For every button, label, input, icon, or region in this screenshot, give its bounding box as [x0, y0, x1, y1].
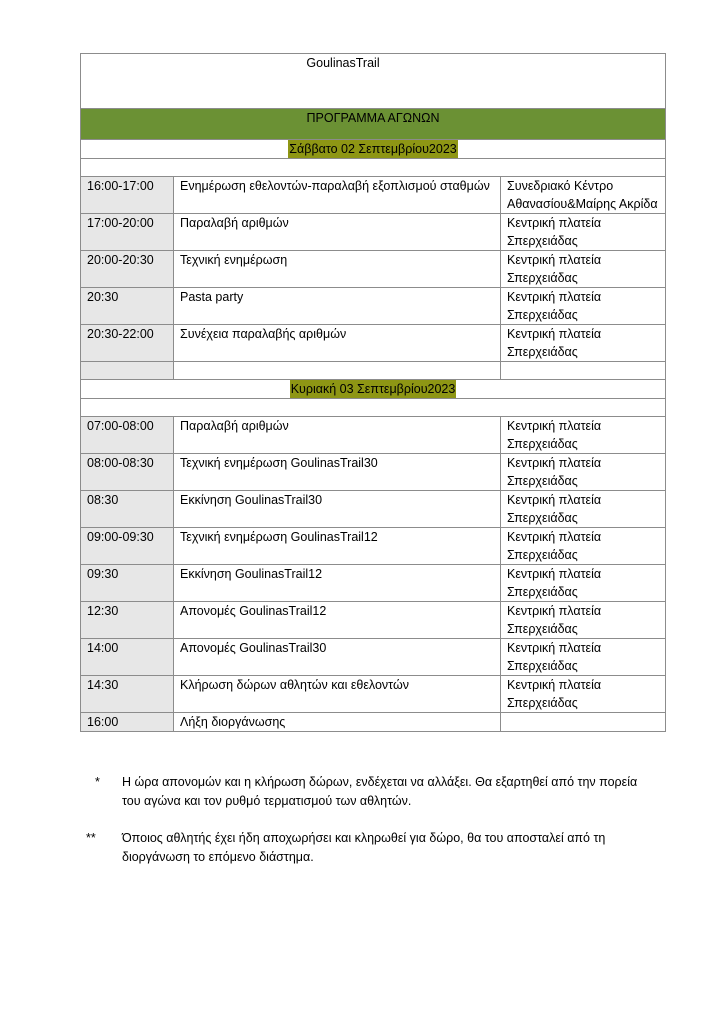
place-cell: Κεντρική πλατεία Σπερχειάδας — [501, 528, 666, 565]
schedule-document — [80, 53, 665, 732]
place-cell: Κεντρική πλατεία Σπερχειάδας — [501, 325, 666, 362]
table-row — [81, 454, 666, 491]
schedule-table — [80, 53, 666, 732]
table-row — [81, 214, 666, 251]
place-cell: Κεντρική πλατεία Σπερχειάδας — [501, 565, 666, 602]
table-row — [81, 251, 666, 288]
table-row — [81, 288, 666, 325]
time-cell: 20:30 — [81, 288, 174, 325]
spacer-row — [81, 399, 666, 417]
title-row — [81, 54, 666, 109]
footnotes — [86, 773, 646, 885]
place-cell: Συνεδριακό Κέντρο Αθανασίου&Μαίρης Ακρίδα — [501, 177, 666, 214]
table-row — [81, 528, 666, 565]
day2-heading: Κυριακή 03 Σεπτεμβρίου2023 — [81, 380, 666, 399]
event-cell: Τεχνική ενημέρωση GoulinasTrail12 — [174, 528, 501, 565]
event-cell: Απονομές GoulinasTrail30 — [174, 639, 501, 676]
event-cell: Εκκίνηση GoulinasTrail30 — [174, 491, 501, 528]
footnote — [86, 829, 646, 867]
place-cell: Κεντρική πλατεία Σπερχειάδας — [501, 676, 666, 713]
table-row — [81, 713, 666, 732]
time-cell: 20:30-22:00 — [81, 325, 174, 362]
time-cell: 14:30 — [81, 676, 174, 713]
table-row — [81, 676, 666, 713]
footnote-marker: ** — [86, 831, 96, 845]
time-cell: 08:00-08:30 — [81, 454, 174, 491]
event-cell: Κλήρωση δώρων αθλητών και εθελοντών — [174, 676, 501, 713]
table-row — [81, 565, 666, 602]
day2-header-row — [81, 380, 666, 399]
place-cell: Κεντρική πλατεία Σπερχειάδας — [501, 454, 666, 491]
time-cell: 16:00 — [81, 713, 174, 732]
event-cell: Εκκίνηση GoulinasTrail12 — [174, 565, 501, 602]
footnote-marker: * — [95, 775, 100, 789]
time-cell: 17:00-20:00 — [81, 214, 174, 251]
time-cell: 12:30 — [81, 602, 174, 639]
time-cell: 14:00 — [81, 639, 174, 676]
event-cell: Συνέχεια παραλαβής αριθμών — [174, 325, 501, 362]
footnote — [86, 773, 646, 811]
place-cell — [501, 713, 666, 732]
banner-row — [81, 109, 666, 140]
table-row — [81, 491, 666, 528]
table-row — [81, 325, 666, 362]
table-row — [81, 177, 666, 214]
table-row — [81, 639, 666, 676]
event-cell: Pasta party — [174, 288, 501, 325]
event-cell: Ενημέρωση εθελοντών-παραλαβή εξοπλισμού σταθμών — [174, 177, 501, 214]
time-cell: 20:00-20:30 — [81, 251, 174, 288]
place-cell: Κεντρική πλατεία Σπερχειάδας — [501, 491, 666, 528]
event-cell: Τεχνική ενημέρωση — [174, 251, 501, 288]
table-row — [81, 602, 666, 639]
day1-heading: Σάββατο 02 Σεπτεμβρίου2023 — [81, 140, 666, 159]
program-banner: ΠΡΟΓΡΑΜΜΑ ΑΓΩΝΩΝ — [81, 109, 666, 140]
event-cell: Λήξη διοργάνωσης — [174, 713, 501, 732]
day1-header-row — [81, 140, 666, 159]
time-cell: 08:30 — [81, 491, 174, 528]
footnote-text: Η ώρα απονομών και η κλήρωση δώρων, ενδέχεται να αλλάξει. Θα εξαρτηθεί από την πορεία του αγώνα και τον ρυθμό τερματισμού των αθλητών. — [122, 775, 638, 808]
event-cell: Παραλαβή αριθμών — [174, 214, 501, 251]
place-cell: Κεντρική πλατεία Σπερχειάδας — [501, 417, 666, 454]
time-cell: 16:00-17:00 — [81, 177, 174, 214]
page-title: GoulinasTrail — [81, 54, 666, 109]
event-cell: Τεχνική ενημέρωση GoulinasTrail30 — [174, 454, 501, 491]
time-cell: 09:30 — [81, 565, 174, 602]
place-cell: Κεντρική πλατεία Σπερχειάδας — [501, 251, 666, 288]
empty-row — [81, 362, 666, 380]
table-row — [81, 417, 666, 454]
event-cell: Παραλαβή αριθμών — [174, 417, 501, 454]
time-cell: 09:00-09:30 — [81, 528, 174, 565]
place-cell: Κεντρική πλατεία Σπερχειάδας — [501, 288, 666, 325]
spacer-row — [81, 159, 666, 177]
place-cell: Κεντρική πλατεία Σπερχειάδας — [501, 639, 666, 676]
footnote-text: Όποιος αθλητής έχει ήδη αποχωρήσει και κληρωθεί για δώρο, θα του αποσταλεί από τη διοργάνωση το επόμενο διάστημα. — [122, 831, 606, 864]
place-cell: Κεντρική πλατεία Σπερχειάδας — [501, 602, 666, 639]
time-cell: 07:00-08:00 — [81, 417, 174, 454]
event-cell: Απονομές GoulinasTrail12 — [174, 602, 501, 639]
place-cell: Κεντρική πλατεία Σπερχειάδας — [501, 214, 666, 251]
